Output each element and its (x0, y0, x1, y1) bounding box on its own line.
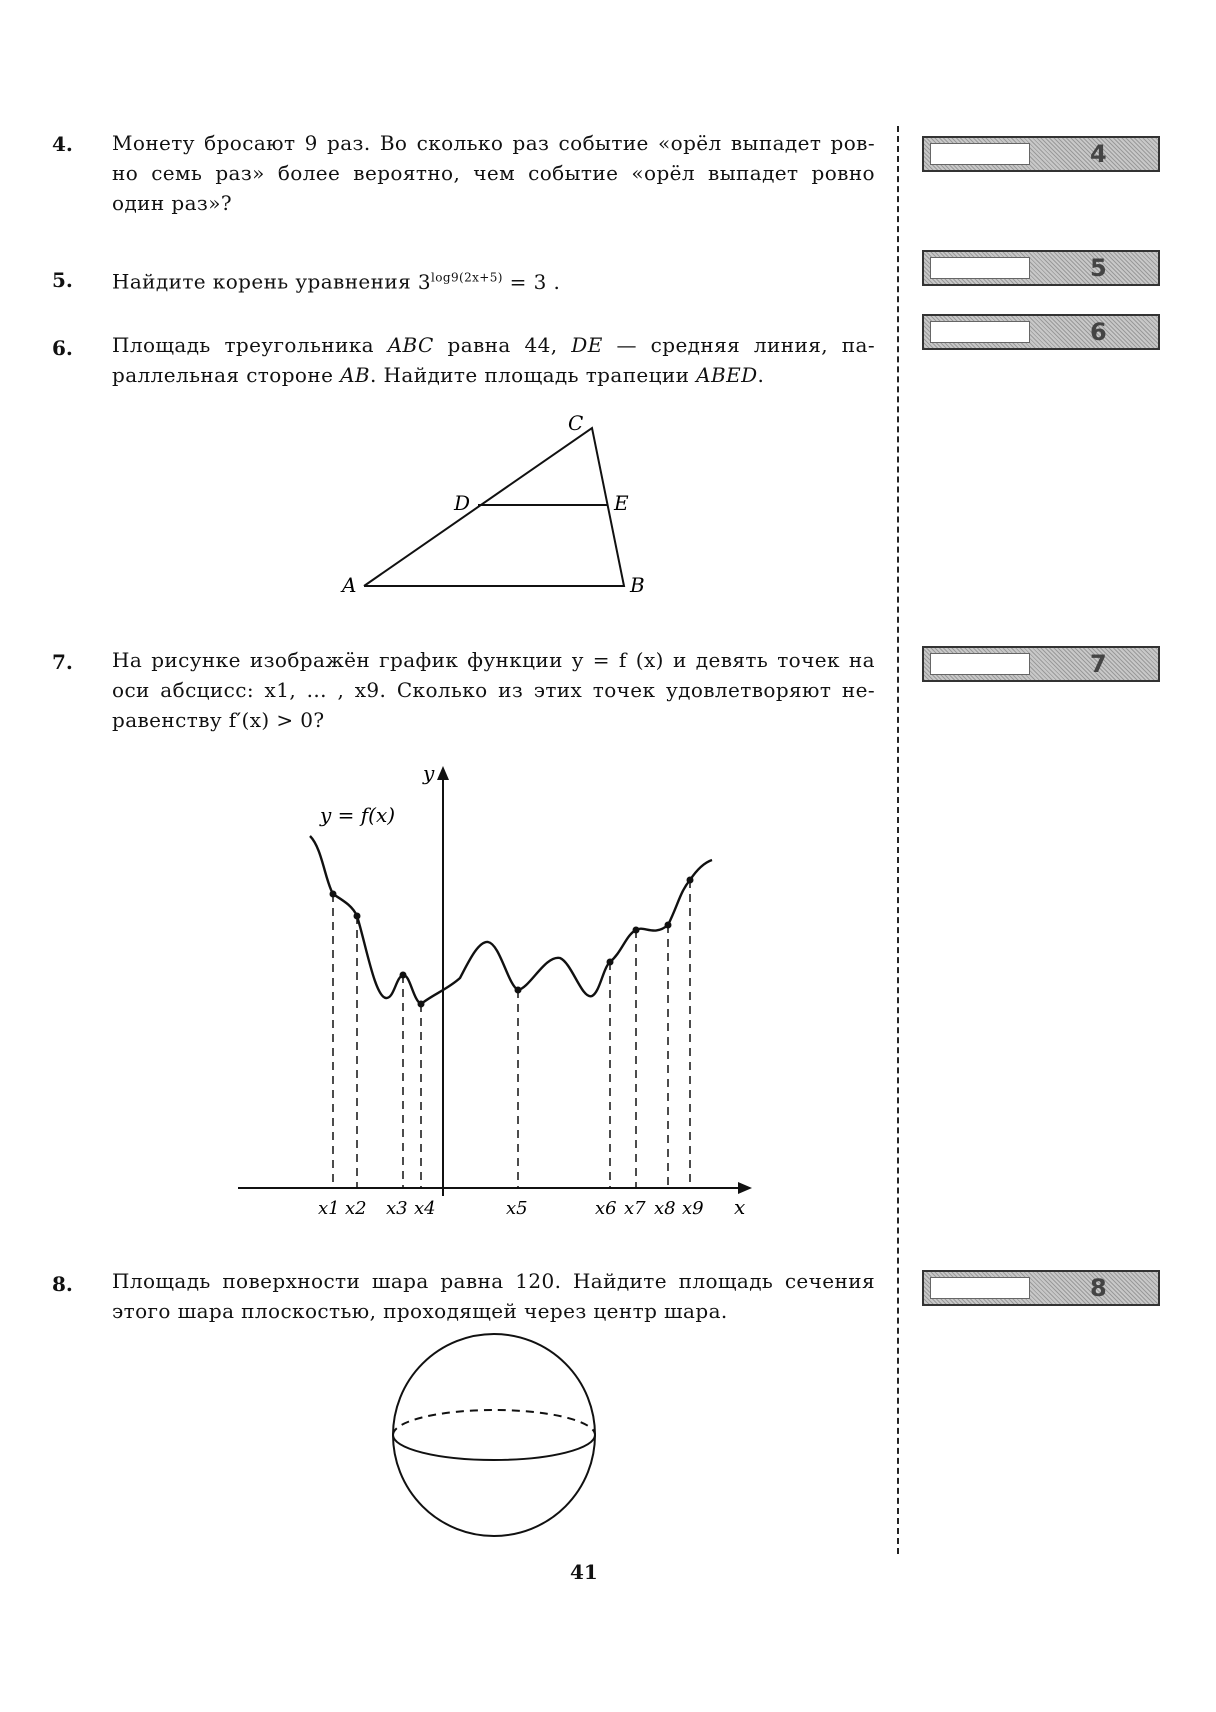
answer-field-4[interactable] (930, 143, 1030, 165)
label-e: E (614, 491, 629, 515)
x-axis-arrow (738, 1182, 752, 1194)
curve-points (330, 877, 694, 1008)
point-x8 (665, 922, 672, 929)
point-x5 (515, 987, 522, 994)
p6-l1-e: — средняя линия, па- (616, 333, 875, 357)
problem-5-text (112, 262, 875, 297)
tick-x5: x5 (506, 1198, 528, 1219)
p6-l2-b: AB (340, 363, 371, 387)
answer-box-8[interactable] (922, 1270, 1160, 1306)
tick-x2: x2 (345, 1198, 367, 1219)
problem-7-number: 7. (52, 650, 73, 674)
point-x9 (687, 877, 694, 884)
function-curve (310, 836, 712, 1004)
page-number: 41 (570, 1560, 598, 1584)
p6-l2-d: ABED (696, 363, 758, 387)
point-x6 (607, 959, 614, 966)
answer-column-divider (897, 126, 899, 1554)
problem-6-line-2 (112, 360, 875, 390)
point-x1 (330, 891, 337, 898)
answer-label-5: 5 (1090, 254, 1107, 282)
p6-l2-e: . (757, 363, 765, 387)
problem-5-number: 5. (52, 268, 73, 292)
problem-7-line-3: равенству f′(x) > 0? (112, 708, 325, 732)
problem-6-text (112, 330, 875, 390)
answer-box-6[interactable] (922, 314, 1160, 350)
answer-box-4[interactable] (922, 136, 1160, 172)
p6-l2-c: . Найдите площадь трапеции (370, 363, 690, 387)
answer-box-5[interactable] (922, 250, 1160, 286)
answer-box-7[interactable] (922, 646, 1160, 682)
triangle-abc (364, 428, 624, 586)
answer-field-8[interactable] (930, 1277, 1030, 1299)
formula-base: 3 (417, 269, 432, 294)
problem-8-line-1: Площадь поверхности шара равна 120. Найдите площадь сечения (112, 1269, 875, 1293)
tick-x9: x9 (682, 1198, 704, 1219)
p6-l1-a: Площадь треугольника (112, 333, 374, 357)
label-d: D (454, 491, 471, 515)
label-b: B (630, 573, 645, 597)
answer-label-8: 8 (1090, 1274, 1107, 1302)
problem-4-line-3: один раз»? (112, 191, 232, 215)
triangle-figure (364, 428, 624, 586)
y-axis-arrow (437, 766, 449, 780)
equator-front (393, 1435, 595, 1460)
problem-8-line-2: этого шара плоскостью, проходящей через центр шара. (112, 1299, 728, 1323)
answer-field-5[interactable] (930, 257, 1030, 279)
tick-x7: x7 (624, 1198, 646, 1219)
problem-5-formula (418, 270, 560, 294)
tick-x3: x3 (386, 1198, 408, 1219)
y-axis-label: y (423, 761, 435, 785)
label-a: A (342, 573, 357, 597)
point-x2 (354, 913, 361, 920)
tick-x8: x8 (654, 1198, 676, 1219)
function-graph (238, 761, 752, 1219)
problem-8-text (112, 1266, 875, 1326)
tick-x4: x4 (414, 1198, 436, 1219)
x-axis-label: x (734, 1195, 746, 1219)
answer-field-6[interactable] (930, 321, 1030, 343)
problem-7-text (112, 645, 875, 735)
problem-4-line-1: Монету бросают 9 раз. Во сколько раз событие «орёл выпадет ров- (112, 131, 875, 155)
problem-6-number: 6. (52, 336, 73, 360)
tick-x1: x1 (318, 1198, 340, 1219)
problem-7-line-1: На рисунке изображён график функции y = f (x) и девять точек на (112, 648, 875, 672)
answer-field-7[interactable] (930, 653, 1030, 675)
problem-4-line-2: но семь раз» более вероятно, чем событие «орёл выпадет ровно (112, 161, 875, 185)
p6-l1-d: DE (571, 333, 603, 357)
answer-label-6: 6 (1090, 318, 1107, 346)
sphere-outline (393, 1334, 595, 1536)
answer-label-4: 4 (1090, 140, 1107, 168)
formula-exponent: log9(2x+5) (431, 270, 503, 284)
formula-rhs: = 3 . (509, 269, 561, 294)
point-x3 (400, 972, 407, 979)
point-x4 (418, 1001, 425, 1008)
problem-4-text (112, 128, 875, 218)
graph-label: y = f(x) (320, 803, 396, 827)
tick-x6: x6 (595, 1198, 617, 1219)
problem-7-line-2: оси абсцисс: x1, ... , x9. Сколько из этих точек удовлетворяют не- (112, 678, 875, 702)
problem-4-number: 4. (52, 132, 73, 156)
p6-l1-c: равна 44, (447, 333, 558, 357)
problem-8-number: 8. (52, 1272, 73, 1296)
x-tick-labels (318, 1198, 704, 1219)
problem-5-prompt: Найдите корень уравнения (112, 269, 412, 294)
equator-back (393, 1410, 595, 1435)
point-x7 (633, 927, 640, 934)
sphere-figure (393, 1334, 595, 1536)
label-c: C (568, 411, 584, 435)
answer-label-7: 7 (1090, 650, 1107, 678)
p6-l2-a: раллельная стороне (112, 363, 334, 387)
dashed-guides (333, 880, 690, 1188)
p6-l1-b: ABC (387, 333, 434, 357)
problem-6-line-1 (112, 330, 875, 360)
